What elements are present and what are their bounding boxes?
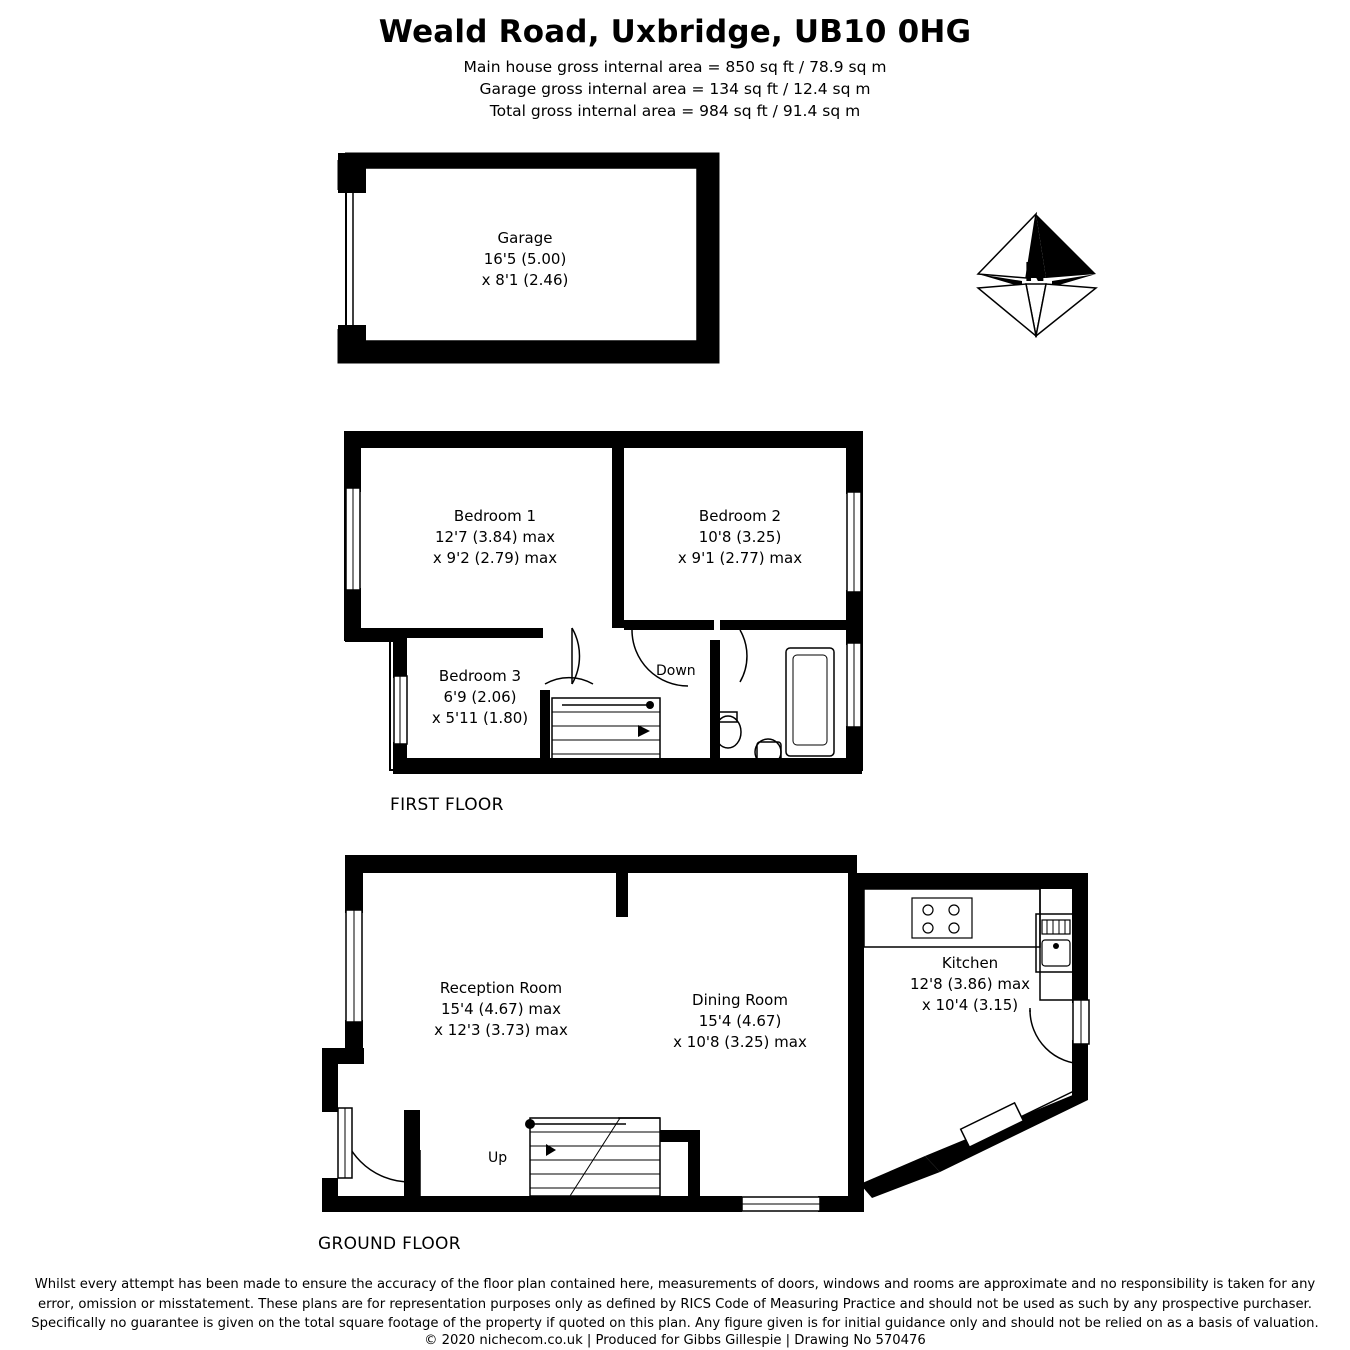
stairs-up-label: Up (488, 1150, 508, 1166)
room-dimension-2: x 9'2 (2.79) max (432, 549, 558, 567)
room-dimension-2: x 9'1 (2.77) max (677, 549, 803, 567)
room-name: Bedroom 1 (453, 507, 537, 525)
room-dimension-2: x 10'4 (3.15) (921, 996, 1019, 1014)
ground-floor-stairs (525, 1118, 660, 1196)
area-main-house: Main house gross internal area = 850 sq ft / 78.9 sq m (463, 58, 887, 76)
room-label-bedroom-1 (400, 506, 590, 569)
compass-north-label: N (1024, 258, 1046, 288)
room-label-bedroom-2 (645, 506, 835, 569)
kitchen-fixtures (864, 889, 1076, 1190)
room-dimension-1: 12'8 (3.86) max (909, 975, 1031, 993)
room-name: Bedroom 3 (438, 667, 522, 685)
area-total: Total gross internal area = 984 sq ft / 91.4 sq m (489, 102, 861, 120)
room-name: Kitchen (941, 954, 999, 972)
stairs-down-label: Down (656, 663, 696, 679)
room-name: Garage (497, 229, 553, 247)
room-dimension-2: x 8'1 (2.46) (481, 271, 569, 289)
area-garage: Garage gross internal area = 134 sq ft / 12.4 sq m (479, 80, 871, 98)
room-name: Dining Room (692, 991, 788, 1009)
credit-line: © 2020 nichecom.co.uk | Produced for Gibbs Gillespie | Drawing No 570476 (424, 1333, 926, 1348)
room-dimension-1: 15'4 (4.67) max (440, 1000, 562, 1018)
disclaimer-line-2: error, omission or misstatement. These plans are for representation purposes only as defined by RICS Code of Measuring Practice and should not be used as such by any prospective purchaser. (38, 1296, 1312, 1312)
room-label-bedroom-3 (390, 666, 570, 729)
room-dimension-1: 6'9 (2.06) (443, 688, 517, 706)
floor-label-ground: GROUND FLOOR (318, 1234, 461, 1254)
room-name: Reception Room (439, 979, 563, 997)
room-label-kitchen (872, 953, 1068, 1016)
room-dimension-2: x 12'3 (3.73) max (434, 1021, 568, 1039)
room-dimension-1: 15'4 (4.67) (698, 1012, 782, 1030)
room-label-garage (430, 228, 620, 291)
disclaimer-line-1: Whilst every attempt has been made to ensure the accuracy of the floor plan contained here, measurements of doors, windows and rooms are approximate and no responsibility is taken for any (34, 1277, 1316, 1292)
room-label-reception-room (406, 978, 596, 1041)
room-label-dining-room (645, 990, 835, 1053)
room-name: Bedroom 2 (698, 507, 782, 525)
room-dimension-2: x 10'8 (3.25) max (673, 1033, 807, 1051)
floor-label-first: FIRST FLOOR (390, 795, 504, 815)
room-dimension-2: x 5'11 (1.80) (431, 709, 529, 727)
room-dimension-1: 16'5 (5.00) (483, 250, 567, 268)
room-dimension-1: 10'8 (3.25) (698, 528, 782, 546)
disclaimer-line-3: Specifically no guarantee is given on the total square footage of the property if quoted on this plan. Any figure given is for initial guidance only and should not be relied on as a basis of valuation. (31, 1316, 1319, 1331)
room-dimension-1: 12'7 (3.84) max (434, 528, 556, 546)
bathroom-fixtures (715, 648, 834, 765)
page-title: Weald Road, Uxbridge, UB10 0HG (378, 14, 972, 50)
disclaimer (0, 1275, 1350, 1334)
